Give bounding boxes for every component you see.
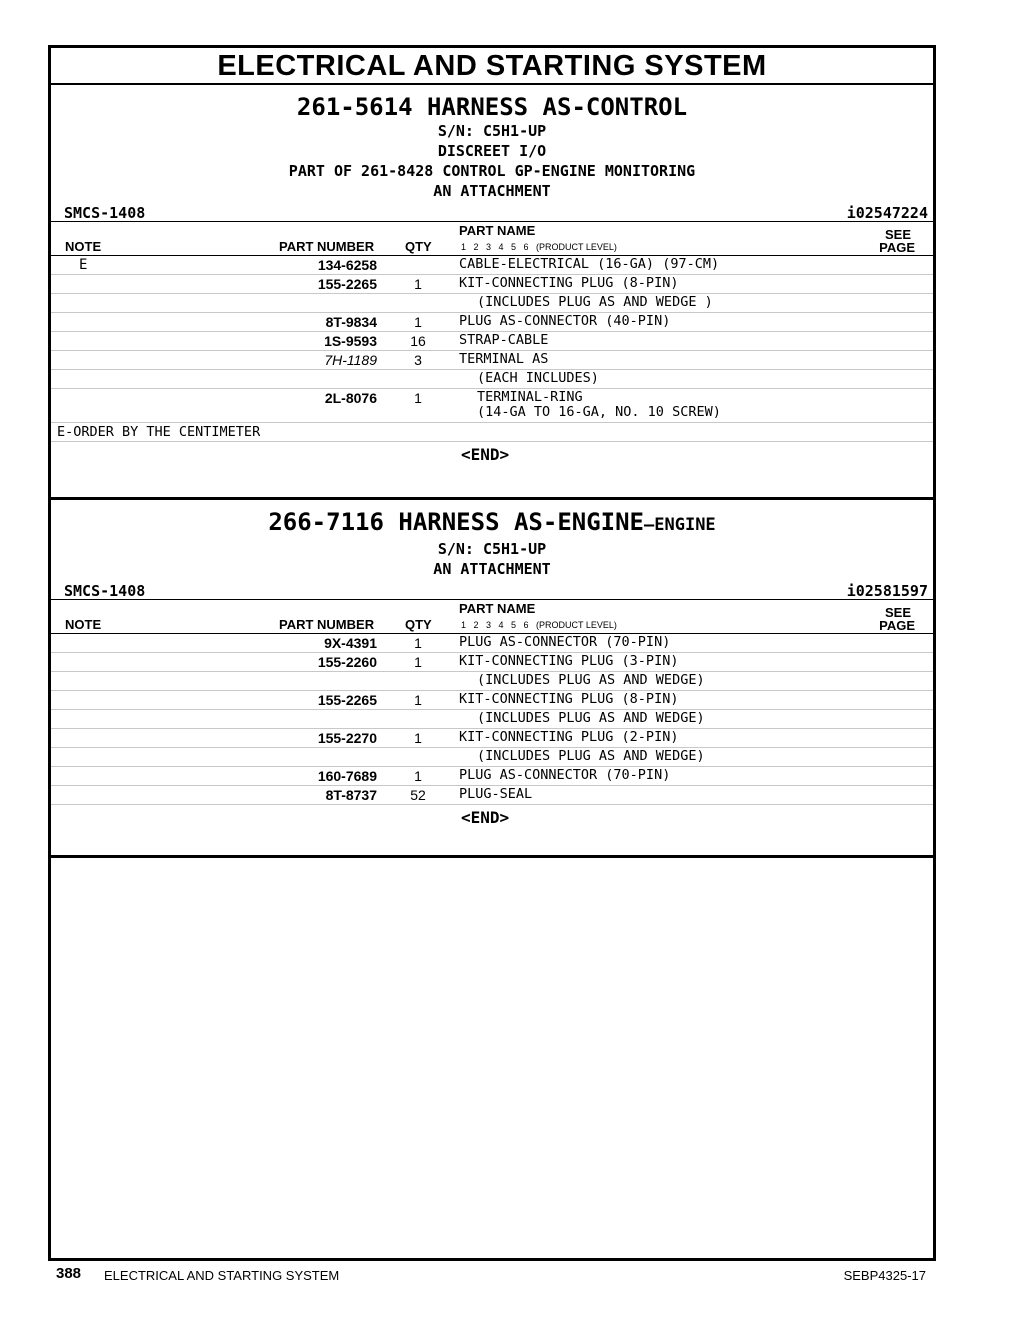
smcs-row	[51, 201, 933, 221]
col-note: NOTE	[65, 239, 102, 254]
col-part-number: PART NUMBER	[279, 239, 375, 254]
row-part-name: PLUG AS-CONNECTOR (70-PIN)	[459, 634, 671, 650]
table-row	[51, 691, 933, 710]
parts-section-1	[51, 85, 933, 500]
table-row	[51, 275, 933, 294]
row-qty: 16	[410, 333, 426, 349]
parts-page-frame	[48, 45, 936, 1261]
table-row	[51, 729, 933, 748]
row-qty: 1	[414, 635, 422, 651]
row-part-name: PLUG-SEAL	[459, 786, 533, 802]
table-row	[51, 351, 933, 370]
row-qty: 1	[414, 692, 422, 708]
row-part-name: (EACH INCLUDES)	[477, 370, 599, 386]
footnote-text: E-ORDER BY THE CENTIMETER	[57, 424, 261, 440]
row-part-number: 8T-9834	[325, 314, 377, 330]
page-footer	[56, 1266, 926, 1286]
table-row	[51, 710, 933, 729]
row-part-number: 155-2265	[317, 692, 377, 708]
table-row	[51, 672, 933, 691]
smcs-code: SMCS-1408	[64, 582, 146, 600]
row-part-name: STRAP-CABLE	[459, 332, 549, 348]
row-part-name: (INCLUDES PLUG AS AND WEDGE)	[477, 710, 705, 726]
illustration-id: i02581597	[846, 582, 928, 600]
table-row	[51, 653, 933, 672]
row-part-name: KIT-CONNECTING PLUG (2-PIN)	[459, 729, 679, 745]
row-part-name: TERMINAL-RING (14-GA TO 16-GA, NO. 10 SCREW)	[477, 389, 721, 420]
parts-table	[51, 256, 933, 423]
parts-section-2	[51, 500, 933, 858]
row-part-number: 9X-4391	[324, 635, 377, 651]
row-part-number: 2L-8076	[324, 390, 377, 406]
section-serial: S/N: C5H1-UP	[437, 540, 547, 558]
document-id: SEBP4325-17	[843, 1268, 926, 1283]
smcs-code: SMCS-1408	[64, 204, 146, 222]
row-part-number: 155-2270	[317, 730, 377, 746]
table-row	[51, 767, 933, 786]
row-part-name: PLUG AS-CONNECTOR (70-PIN)	[459, 767, 671, 783]
col-part-name: PART NAME	[459, 223, 536, 238]
smcs-row	[51, 579, 933, 599]
table-row	[51, 332, 933, 351]
table-row	[51, 786, 933, 805]
end-marker	[51, 442, 933, 466]
row-part-number: 1S-9593	[324, 333, 377, 349]
section-title-main: 261-5614 HARNESS AS-CONTROL	[296, 93, 688, 121]
section-attachment: AN ATTACHMENT	[433, 560, 551, 578]
row-part-number: 7H-1189	[324, 352, 377, 368]
col-qty: QTY	[405, 239, 432, 254]
footnote	[51, 423, 933, 442]
row-part-name: CABLE-ELECTRICAL (16-GA) (97-CM)	[459, 256, 720, 272]
col-page: PAGE	[879, 618, 915, 633]
section-title-sub: —ENGINE	[644, 515, 716, 535]
row-qty: 3	[414, 352, 422, 368]
row-qty: 1	[414, 768, 422, 784]
table-row	[51, 389, 933, 423]
col-qty: QTY	[405, 617, 432, 632]
row-part-name: (INCLUDES PLUG AS AND WEDGE)	[477, 748, 705, 764]
row-qty: 1	[414, 276, 422, 292]
row-part-name: (INCLUDES PLUG AS AND WEDGE )	[477, 294, 713, 310]
section-title-main: 266-7116 HARNESS AS-ENGINE	[268, 508, 645, 536]
illustration-id: i02547224	[846, 204, 928, 222]
row-part-number: 8T-8737	[325, 787, 377, 803]
section-title	[51, 93, 933, 121]
row-part-name: PLUG AS-CONNECTOR (40-PIN)	[459, 313, 671, 329]
col-product-level: 1 2 3 4 5 6 (PRODUCT LEVEL)	[461, 620, 617, 630]
col-page: PAGE	[879, 240, 915, 255]
page-title: ELECTRICAL AND STARTING SYSTEM	[51, 48, 933, 85]
page-number: 388	[56, 1265, 82, 1282]
end-text: <END>	[461, 808, 510, 827]
end-text: <END>	[461, 445, 510, 464]
table-row	[51, 748, 933, 767]
column-header	[51, 599, 933, 634]
row-part-name: TERMINAL AS	[459, 351, 549, 367]
row-part-name: KIT-CONNECTING PLUG (8-PIN)	[459, 275, 679, 291]
row-part-number: 155-2265	[317, 276, 377, 292]
row-note: E	[79, 257, 88, 273]
end-marker	[51, 805, 933, 829]
col-part-number: PART NUMBER	[279, 617, 375, 632]
row-part-name: KIT-CONNECTING PLUG (3-PIN)	[459, 653, 679, 669]
row-part-number: 155-2260	[317, 654, 377, 670]
col-product-level: 1 2 3 4 5 6 (PRODUCT LEVEL)	[461, 242, 617, 252]
table-row	[51, 370, 933, 389]
row-qty: 1	[414, 390, 422, 406]
row-qty: 1	[414, 314, 422, 330]
row-qty: 1	[414, 730, 422, 746]
row-part-number: 160-7689	[317, 768, 377, 784]
row-qty: 52	[410, 787, 426, 803]
col-part-name: PART NAME	[459, 601, 536, 616]
table-row	[51, 313, 933, 332]
section-serial: S/N: C5H1-UP	[437, 122, 547, 140]
section-attachment: AN ATTACHMENT	[433, 182, 551, 200]
parts-table	[51, 634, 933, 805]
col-note: NOTE	[65, 617, 102, 632]
column-header	[51, 221, 933, 256]
footer-section-title: ELECTRICAL AND STARTING SYSTEM	[104, 1268, 340, 1283]
table-row	[51, 634, 933, 653]
row-part-name: KIT-CONNECTING PLUG (8-PIN)	[459, 691, 679, 707]
col-see: SEE	[884, 227, 911, 242]
col-see: SEE	[884, 605, 911, 620]
section-desc: DISCREET I/O	[437, 142, 547, 160]
table-row	[51, 294, 933, 313]
row-qty: 1	[414, 654, 422, 670]
row-part-number: 134-6258	[317, 257, 377, 273]
section-part-of: PART OF 261-8428 CONTROL GP-ENGINE MONITORING	[288, 162, 696, 180]
row-part-name: (INCLUDES PLUG AS AND WEDGE)	[477, 672, 705, 688]
section-title	[51, 508, 933, 539]
table-row	[51, 256, 933, 275]
